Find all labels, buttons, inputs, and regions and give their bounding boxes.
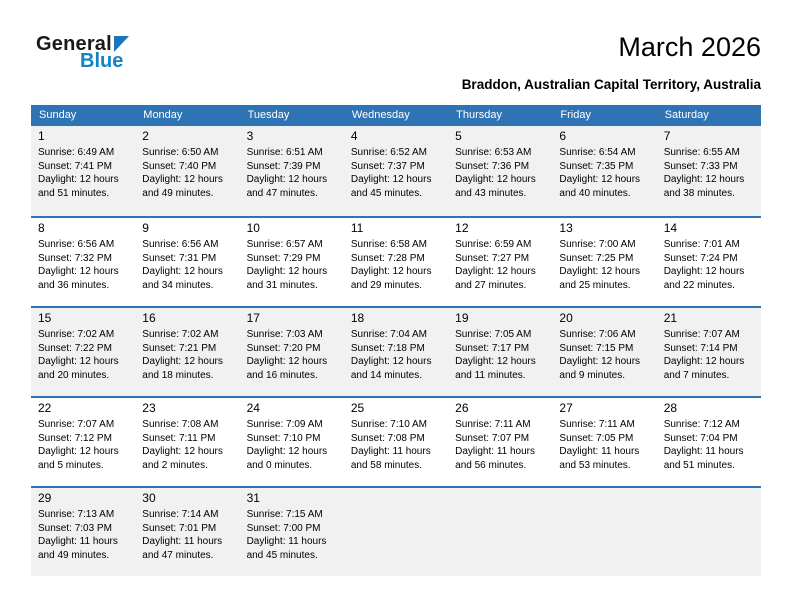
day-cell <box>240 398 344 486</box>
sunrise-text: Sunrise: 7:05 AM <box>455 329 532 340</box>
sunset-text: Sunset: 7:41 PM <box>38 160 112 172</box>
sunset-text: Sunset: 7:36 PM <box>455 160 530 172</box>
daylight-text: Daylight: 12 hours and 22 minutes. <box>663 266 745 291</box>
daylight-text: Daylight: 12 hours and 49 minutes. <box>142 174 223 199</box>
weekday-header-sunday: Sunday <box>39 109 77 121</box>
sunset-text: Sunset: 7:05 PM <box>559 432 634 444</box>
sunrise-text: Sunrise: 6:52 AM <box>350 147 427 158</box>
day-cell <box>552 218 656 306</box>
sunset-text: Sunset: 7:39 PM <box>246 160 321 172</box>
sunrise-text: Sunrise: 7:08 AM <box>142 419 219 430</box>
sunrise-text: Sunrise: 6:55 AM <box>663 147 740 158</box>
sunrise-text: Sunrise: 7:13 AM <box>38 509 115 520</box>
day-cell <box>657 218 761 306</box>
sunset-text: Sunset: 7:15 PM <box>559 342 634 354</box>
day-cell <box>344 126 448 216</box>
day-cell <box>240 488 344 576</box>
sunset-text: Sunset: 7:33 PM <box>663 160 738 172</box>
sunset-text: Sunset: 7:37 PM <box>350 160 425 172</box>
day-number: 26 <box>455 401 469 415</box>
sunrise-text: Sunrise: 6:49 AM <box>38 147 115 158</box>
sunrise-text: Sunrise: 7:02 AM <box>142 329 219 340</box>
day-cell <box>31 218 135 306</box>
daylight-text: Daylight: 12 hours and 16 minutes. <box>246 356 328 381</box>
daylight-text: Daylight: 12 hours and 43 minutes. <box>455 174 536 199</box>
day-cell <box>448 308 552 396</box>
sunrise-text: Sunrise: 6:56 AM <box>142 239 219 250</box>
sunrise-text: Sunrise: 6:59 AM <box>455 239 532 250</box>
sunrise-text: Sunrise: 7:02 AM <box>38 329 115 340</box>
day-number: 27 <box>559 401 573 415</box>
sunrise-text: Sunrise: 7:06 AM <box>559 329 636 340</box>
page-title: March 2026 <box>618 32 761 62</box>
daylight-text: Daylight: 12 hours and 36 minutes. <box>38 266 119 291</box>
daylight-text: Daylight: 11 hours and 49 minutes. <box>38 536 118 561</box>
day-cell <box>31 488 135 576</box>
day-cell <box>240 126 344 216</box>
sunset-text: Sunset: 7:28 PM <box>350 252 425 264</box>
weekday-header-tuesday: Tuesday <box>247 109 290 121</box>
sunset-text: Sunset: 7:11 PM <box>142 432 216 444</box>
day-number: 20 <box>559 311 573 325</box>
day-number: 14 <box>663 221 678 235</box>
daylight-text: Daylight: 11 hours and 58 minutes. <box>350 446 431 471</box>
day-cell <box>31 126 135 216</box>
sunrise-text: Sunrise: 7:03 AM <box>246 329 323 340</box>
day-number: 7 <box>663 129 671 143</box>
sunset-text: Sunset: 7:00 PM <box>246 522 321 534</box>
sunrise-text: Sunrise: 6:58 AM <box>350 239 427 250</box>
weekday-header-row <box>31 105 761 126</box>
daylight-text: Daylight: 11 hours and 53 minutes. <box>559 446 640 471</box>
day-cell <box>31 398 135 486</box>
sunset-text: Sunset: 7:29 PM <box>246 252 321 264</box>
weekday-header-wednesday: Wednesday <box>351 109 410 121</box>
day-number: 8 <box>38 221 45 235</box>
daylight-text: Daylight: 12 hours and 38 minutes. <box>663 174 745 199</box>
sunset-text: Sunset: 7:31 PM <box>142 252 217 264</box>
daylight-text: Daylight: 12 hours and 9 minutes. <box>559 356 641 381</box>
day-cell <box>552 398 656 486</box>
day-cell <box>448 218 552 306</box>
daylight-text: Daylight: 12 hours and 5 minutes. <box>38 446 119 471</box>
sunset-text: Sunset: 7:07 PM <box>455 432 530 444</box>
daylight-text: Daylight: 11 hours and 45 minutes. <box>246 536 327 561</box>
week-row <box>31 306 761 396</box>
day-cell <box>344 218 448 306</box>
day-cell <box>448 126 552 216</box>
day-number: 5 <box>455 129 462 143</box>
day-number: 19 <box>455 311 469 325</box>
day-cell <box>135 488 239 576</box>
day-cell <box>552 126 656 216</box>
empty-cell <box>552 488 656 576</box>
daylight-text: Daylight: 12 hours and 27 minutes. <box>455 266 536 291</box>
sunrise-text: Sunrise: 7:14 AM <box>142 509 219 520</box>
sunrise-text: Sunrise: 7:04 AM <box>350 329 427 340</box>
day-number: 15 <box>38 311 52 325</box>
sunrise-text: Sunrise: 6:56 AM <box>38 239 115 250</box>
location-subtitle: Braddon, Australian Capital Territory, Australia <box>461 77 761 92</box>
day-cell <box>552 308 656 396</box>
day-number: 18 <box>350 311 365 325</box>
day-cell <box>135 218 239 306</box>
daylight-text: Daylight: 12 hours and 29 minutes. <box>350 266 432 291</box>
daylight-text: Daylight: 12 hours and 18 minutes. <box>142 356 223 381</box>
day-number: 4 <box>350 129 358 143</box>
weekday-header-monday: Monday <box>143 109 183 121</box>
sunset-text: Sunset: 7:22 PM <box>38 342 112 354</box>
day-number: 9 <box>142 221 149 235</box>
daylight-text: Daylight: 12 hours and 51 minutes. <box>38 174 119 199</box>
day-number: 1 <box>38 129 45 143</box>
sunset-text: Sunset: 7:40 PM <box>142 160 217 172</box>
day-number: 22 <box>38 401 52 415</box>
week-row <box>31 216 761 306</box>
sunset-text: Sunset: 7:32 PM <box>38 252 112 264</box>
day-cell <box>31 308 135 396</box>
day-cell <box>657 308 761 396</box>
sunrise-text: Sunrise: 7:12 AM <box>663 419 740 430</box>
day-number: 23 <box>142 401 156 415</box>
day-number: 31 <box>246 491 260 505</box>
sunrise-text: Sunrise: 7:11 AM <box>455 419 531 430</box>
day-cell <box>135 398 239 486</box>
sunset-text: Sunset: 7:24 PM <box>663 252 738 264</box>
calendar-table <box>31 105 761 576</box>
sunrise-text: Sunrise: 7:10 AM <box>350 419 427 430</box>
empty-cell <box>448 488 552 576</box>
daylight-text: Daylight: 12 hours and 7 minutes. <box>663 356 745 381</box>
title-block <box>462 34 761 92</box>
sunrise-text: Sunrise: 6:54 AM <box>559 147 636 158</box>
daylight-text: Daylight: 11 hours and 56 minutes. <box>455 446 535 471</box>
sunset-text: Sunset: 7:25 PM <box>559 252 634 264</box>
day-cell <box>135 126 239 216</box>
sunrise-text: Sunrise: 7:01 AM <box>663 239 740 250</box>
sunset-text: Sunset: 7:17 PM <box>455 342 530 354</box>
day-number: 30 <box>142 491 156 505</box>
sunrise-text: Sunrise: 7:09 AM <box>246 419 323 430</box>
calendar-weeks <box>31 126 761 576</box>
empty-cell <box>344 488 448 576</box>
daylight-text: Daylight: 12 hours and 40 minutes. <box>559 174 641 199</box>
day-cell <box>135 308 239 396</box>
week-row <box>31 396 761 486</box>
daylight-text: Daylight: 12 hours and 47 minutes. <box>246 174 328 199</box>
day-cell <box>657 398 761 486</box>
daylight-text: Daylight: 12 hours and 34 minutes. <box>142 266 223 291</box>
day-number: 21 <box>663 311 678 325</box>
sunrise-text: Sunrise: 7:07 AM <box>38 419 115 430</box>
weekday-header-saturday: Saturday <box>664 109 709 121</box>
day-number: 28 <box>663 401 678 415</box>
daylight-text: Daylight: 12 hours and 45 minutes. <box>350 174 432 199</box>
day-number: 2 <box>142 129 149 143</box>
day-cell <box>344 308 448 396</box>
day-number: 12 <box>455 221 469 235</box>
weekday-header-thursday: Thursday <box>456 109 502 121</box>
page-header <box>0 0 792 92</box>
day-cell <box>344 398 448 486</box>
sunset-text: Sunset: 7:18 PM <box>350 342 425 354</box>
sunrise-text: Sunrise: 7:07 AM <box>663 329 740 340</box>
day-cell <box>448 398 552 486</box>
day-cell <box>657 126 761 216</box>
weekday-header-friday: Friday <box>560 109 591 121</box>
sunrise-text: Sunrise: 6:51 AM <box>246 147 323 158</box>
sunrise-text: Sunrise: 6:50 AM <box>142 147 219 158</box>
sunset-text: Sunset: 7:10 PM <box>246 432 321 444</box>
day-number: 17 <box>246 311 260 325</box>
generalblue-logo <box>36 34 129 71</box>
day-number: 3 <box>246 129 254 143</box>
sunset-text: Sunset: 7:21 PM <box>142 342 217 354</box>
sunrise-text: Sunrise: 6:53 AM <box>455 147 532 158</box>
sunset-text: Sunset: 7:14 PM <box>663 342 738 354</box>
daylight-text: Daylight: 11 hours and 47 minutes. <box>142 536 223 561</box>
day-number: 29 <box>38 491 52 505</box>
week-row <box>31 486 761 576</box>
logo-general-text: General <box>36 33 112 55</box>
sunset-text: Sunset: 7:12 PM <box>38 432 112 444</box>
day-cell <box>240 218 344 306</box>
logo-blue-text: Blue <box>80 50 124 72</box>
sunset-text: Sunset: 7:35 PM <box>559 160 634 172</box>
sunrise-text: Sunrise: 7:00 AM <box>559 239 636 250</box>
day-number: 10 <box>246 221 260 235</box>
sunset-text: Sunset: 7:01 PM <box>142 522 217 534</box>
sunrise-text: Sunrise: 6:57 AM <box>246 239 323 250</box>
sunrise-text: Sunrise: 7:15 AM <box>246 509 323 520</box>
sunset-text: Sunset: 7:27 PM <box>455 252 530 264</box>
empty-cell <box>657 488 761 576</box>
daylight-text: Daylight: 12 hours and 11 minutes. <box>455 356 536 381</box>
daylight-text: Daylight: 11 hours and 51 minutes. <box>663 446 744 471</box>
day-number: 25 <box>350 401 365 415</box>
day-number: 6 <box>559 129 567 143</box>
day-number: 16 <box>142 311 156 325</box>
day-cell <box>240 308 344 396</box>
sunset-text: Sunset: 7:20 PM <box>246 342 321 354</box>
sunset-text: Sunset: 7:08 PM <box>350 432 425 444</box>
daylight-text: Daylight: 12 hours and 2 minutes. <box>142 446 223 471</box>
day-number: 24 <box>246 401 260 415</box>
daylight-text: Daylight: 12 hours and 20 minutes. <box>38 356 119 381</box>
day-number: 11 <box>350 221 364 235</box>
sunset-text: Sunset: 7:04 PM <box>663 432 738 444</box>
daylight-text: Daylight: 12 hours and 25 minutes. <box>559 266 641 291</box>
day-number: 13 <box>559 221 573 235</box>
daylight-text: Daylight: 12 hours and 0 minutes. <box>246 446 328 471</box>
sunset-text: Sunset: 7:03 PM <box>38 522 112 534</box>
daylight-text: Daylight: 12 hours and 14 minutes. <box>350 356 432 381</box>
daylight-text: Daylight: 12 hours and 31 minutes. <box>246 266 328 291</box>
week-row <box>31 126 761 216</box>
sunrise-text: Sunrise: 7:11 AM <box>559 419 635 430</box>
